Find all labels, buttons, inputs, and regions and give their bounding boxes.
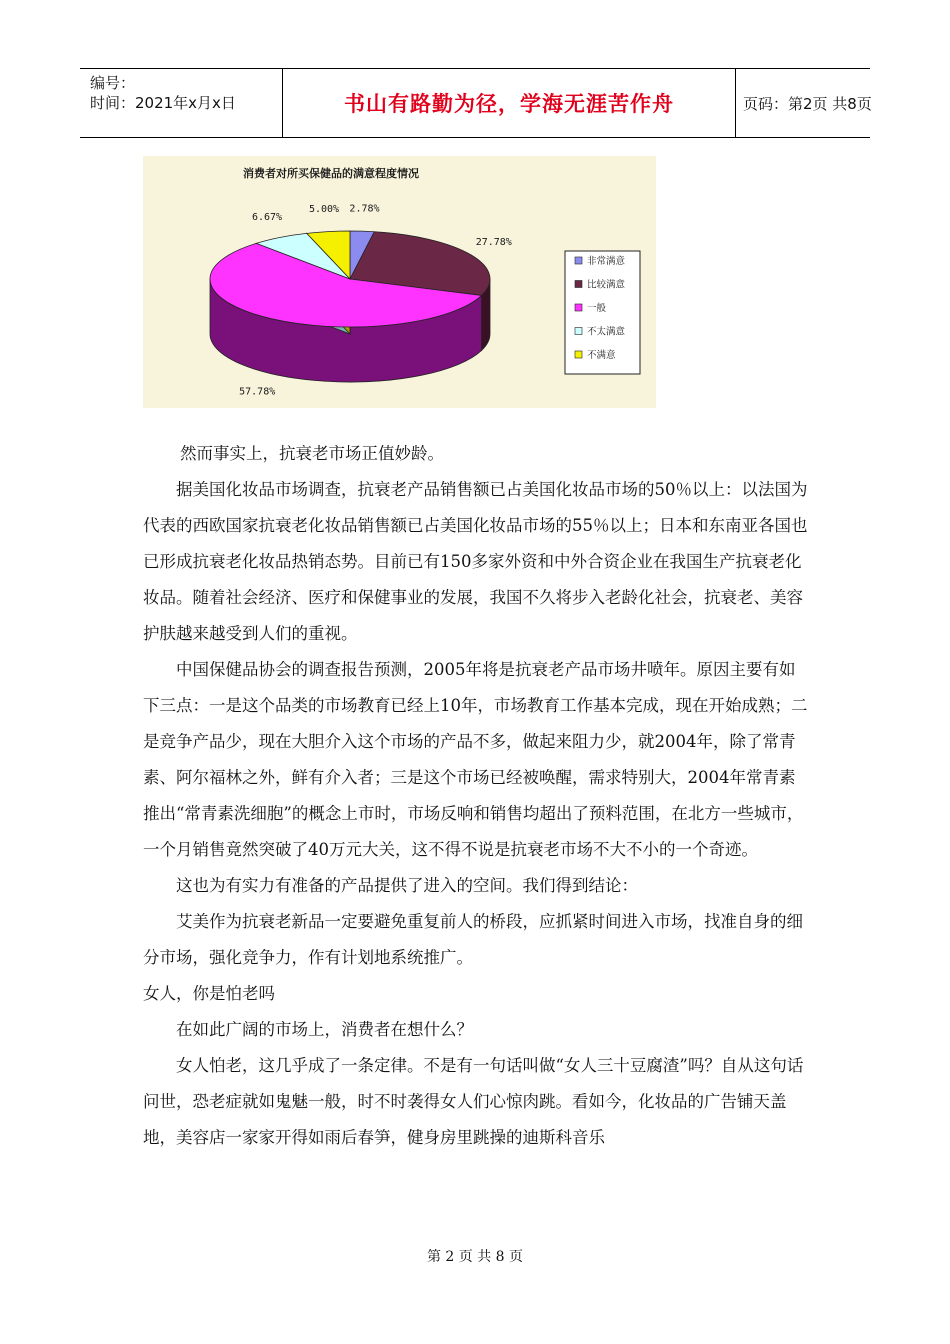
- page-footer: 第 2 页 共 8 页: [426, 1249, 524, 1265]
- paragraph-1: 然而事实上，抗衰老市场正值妙龄。: [180, 444, 444, 463]
- legend-swatch-5: [575, 351, 582, 358]
- chart-legend: [565, 251, 640, 374]
- motto: 书山有路勤为径，学海无涯苦作舟: [344, 92, 674, 116]
- pie-label-2: 27.78%: [475, 237, 512, 249]
- page-info: 页码：第2页 共8页: [743, 94, 872, 113]
- body-text: [143, 436, 811, 1156]
- legend-swatch-3: [575, 304, 582, 311]
- legend-swatch-4: [575, 328, 582, 335]
- paragraph-7: 女人怕老，这几乎成了一条定律。不是有一句话叫做“女人三十豆腐渣”吗？自从这句话问世，恐老症就如鬼魅一般，时不时袭得女人们心惊肉跳。看如今，化妆品的广告铺天盖地，美容店一家家开得如雨后春笋，健身房里跳操的迪斯科音乐: [143, 1056, 804, 1147]
- legend-swatch-2: [575, 281, 582, 288]
- paragraph-3: 中国保健品协会的调查报告预测，2005年将是抗衰老产品市场井喷年。原因主要有如下三点：一是这个品类的市场教育已经上10年，市场教育工作基本完成，现在开始成熟；二是竞争产品少，现在大胆介入这个市场的产品不多，做起来阻力少，就2004年，除了常青素、阿尔福林之外，鲜有介入者；三是这个市场已经被唤醒，需求特别大，2004年常青素推出“常青素洗细胞”的概念上市时，市场反响和销售均超出了预料范围，在北方一些城市，一个月销售竟然突破了40万元大关，这不得不说是抗衰老市场不大不小的一个奇迹。: [143, 660, 808, 859]
- number-label: 编号：: [90, 74, 136, 92]
- legend-label-5: 不满意: [587, 350, 616, 361]
- paragraph-2: 据美国化妆品市场调查，抗衰老产品销售额已占美国化妆品市场的50％以上：以法国为代表的西欧国家抗衰老化妆品销售额已占美国化妆品市场的55％以上；日本和东南亚各国也已形成抗衰老化妆品热销态势。目前已有150多家外资和中外合资企业在我国生产抗衰老化妆品。随着社会经济、医疗和保健事业的发展，我国不久将步入老龄化社会，抗衰老、美容护肤越来越受到人们的重视。: [143, 480, 808, 643]
- chart-title: 消费者对所买保健品的满意程度情况: [243, 167, 419, 180]
- satisfaction-pie-chart: [143, 156, 656, 408]
- pie-label-4: 6.67%: [251, 212, 283, 224]
- legend-swatch-1: [575, 257, 582, 264]
- time-label: 时间：2021年x月x日: [90, 94, 236, 112]
- header-meta: [80, 69, 282, 137]
- pie-label-3: 57.78%: [239, 386, 276, 398]
- legend-label-1: 非常满意: [587, 256, 626, 267]
- pie-label-5: 5.00%: [308, 203, 340, 215]
- legend-label-3: 一般: [587, 303, 607, 314]
- paragraph-5: 艾美作为抗衰老新品一定要避免重复前人的桥段，应抓紧时间进入市场，找准自身的细分市场，强化竞争力，作有计划地系统推广。: [143, 912, 803, 967]
- paragraph-6: 在如此广阔的市场上，消费者在想什么？: [176, 1020, 473, 1039]
- page-header: [80, 68, 870, 138]
- section-heading: 女人，你是怕老吗: [143, 984, 275, 1003]
- pie-label-1: 2.78%: [349, 203, 380, 215]
- pie-slices: [210, 231, 490, 327]
- paragraph-4: 这也为有实力有准备的产品提供了进入的空间。我们得到结论：: [176, 876, 638, 895]
- legend-label-4: 不太满意: [587, 326, 626, 338]
- legend-label-2: 比较满意: [587, 279, 626, 291]
- header-motto-cell: [282, 69, 736, 137]
